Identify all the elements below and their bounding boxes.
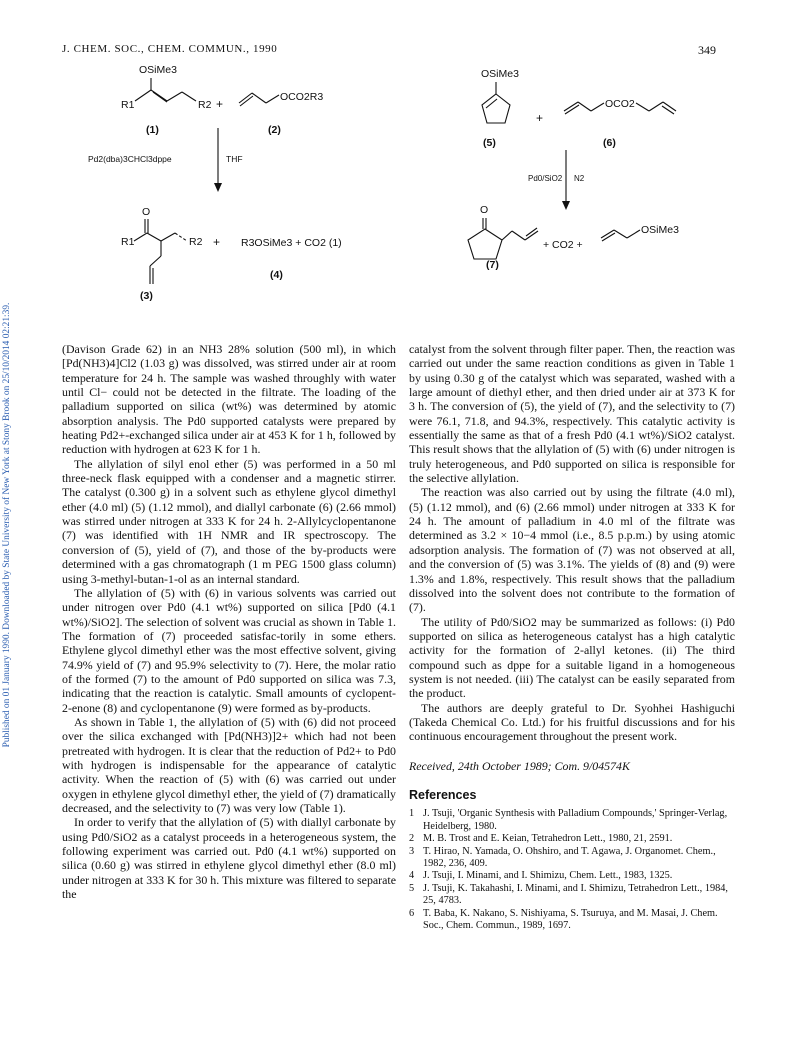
compound-label-5: (5) xyxy=(483,137,496,149)
osime3-label: OSiMe3 xyxy=(481,68,519,80)
paragraph: The utility of Pd0/SiO2 may be summarized as follows: (i) Pd0 supported on silica as heterogeneous catalyst has a high catalytic activity for the formation of 2-allyl ketones. (ii) The third compound such as dppe for a suitable ligand in a homogeneous system is not needed. (iii) The catalyst can be easily separated from the product. xyxy=(409,614,735,701)
atmosphere-label: N2 xyxy=(574,174,585,183)
reagent-label: Pd2(dba)3CHCl3dppe xyxy=(88,154,172,164)
reference-text: J. Tsuji, K. Takahashi, I. Minami, and I. Shimizu, Tetrahedron Lett., 1984, 25, 4783. xyxy=(423,882,728,907)
paragraph: The authors are deeply grateful to Dr. Syohhei Hashiguchi (Takeda Chemical Co. Ltd.) for his fruitful discussions and for his continuous encouragement throughout the present work. xyxy=(409,700,735,744)
ketone-product-3 xyxy=(121,206,203,302)
download-watermark[interactable]: Published on 01 January 1990. Downloaded by State University of New York at Stony Brook on 25/10/2014 02:21:39. xyxy=(2,302,12,748)
paragraph: As shown in Table 1, the allylation of (5) with (6) did not proceed over the silica exchanged with [Pd(NH3)]2+ which had not been pretreated with hydrogen. It is clear that the reduction of Pd2+ to Pd0 with hydrogen is indispensable for the appearance of catalytic activity. When the reaction of (5) with (6) was carried out under oxygen in ethylene glycol dimethyl ether, the yield of (7) dramatically decreased, and the selectivity to (7) was very low (Table 1). xyxy=(62,714,397,815)
body-column-right xyxy=(409,342,735,932)
reference-text: T. Hirao, N. Yamada, O. Ohshiro, and T. Agawa, J. Organomet. Chem., 1982, 236, 409. xyxy=(423,845,716,869)
r2-label: R2 xyxy=(198,99,212,111)
oco2-label: OCO2 xyxy=(605,98,635,110)
carbonyl-o-label: O xyxy=(480,204,489,216)
osime3-label: OSiMe3 xyxy=(641,224,679,236)
r1-label: R1 xyxy=(121,236,135,248)
paragraph: In order to verify that the allylation of (5) with diallyl carbonate by using Pd0/SiO2 as a catalyst proceeds in a heterogeneous system, the following experiment was carried out. Pd0 (4.1 wt%) supported on silica (0.60 g) was stirred in ethylene glycol dimethyl ether (8.0 ml) under nitrogen at 333 K for 30 h. This mixture was filtered to separate the xyxy=(62,815,396,902)
compound-label-1: (1) xyxy=(146,124,159,136)
solvent-label: THF xyxy=(226,154,243,164)
page-number: 349 xyxy=(698,43,716,57)
plus-sign: + xyxy=(213,235,221,249)
plus-sign: + xyxy=(216,97,224,111)
references-heading: References xyxy=(409,787,477,802)
paragraph: The reaction was also carried out by using the filtrate (4.0 ml), (5) (1.12 mmol), and (6) (2.66 mmol) under nitrogen at 333 K for 24 h. The amount of palladium in 4.0 ml of the filtrate was determined as 3.2 × 10−4 mmol (i.e., 8.5 p.p.m.) by using atomic adsorption analysis. The formation of (7) was not observed at all, and the conversion of (5) was 3.1%. The yields of (8) and (9) were 1.3% and 1.8%, respectively. This result shows that the palladium dissolved into the solvent does not contribute to the formation of (7). xyxy=(409,485,735,615)
references-list xyxy=(409,808,735,932)
reference-number: 3 xyxy=(409,845,415,857)
paragraph: The allylation of (5) with (6) in various solvents was carried out under nitrogen over Pd0 (4.1 wt%) supported on silica [Pd0 (4.1 wt%)/SiO2]. The selection of solvent was crucial as shown in Table 1. The formation of (7) proceeded satisfac-torily in some ethers. Ethylene glycol dimethyl ether was the most effective solvent, giving 74.9% yield of (7) and 95.9% selectivity to (7). Here, the molar ratio of the formed (7) to the amount of Pd0 supported on silica was 7.3, indicating that the reaction is catalytic. Small amounts of cyclopent-2-enone (8) and cyclopentanone (9) were formed as by-products. xyxy=(62,585,396,715)
reaction-arrow-right xyxy=(528,150,585,210)
carbonyl-o-label: O xyxy=(142,206,151,218)
byproducts-label: R3OSiMe3 + CO2 (1) xyxy=(241,237,342,249)
allyl-carbonate-2 xyxy=(239,91,323,136)
reference-text: J. Tsuji, 'Organic Synthesis with Palladium Compounds,' Springer-Verlag, Heidelberg, 1980. xyxy=(423,808,728,832)
osime3-label: OSiMe3 xyxy=(139,64,177,76)
reference-number: 4 xyxy=(409,870,415,882)
body-column-left xyxy=(62,342,396,901)
allylcyclopentanone-7 xyxy=(468,204,538,271)
reference-text: J. Tsuji, I. Minami, and I. Shimizu, Chem. Lett., 1983, 1325. xyxy=(423,870,673,882)
reference-item xyxy=(409,808,735,833)
cyclopentenyl-silyl-ether-5 xyxy=(481,68,519,149)
oco2r3-label: OCO2R3 xyxy=(280,91,324,103)
reference-number: 1 xyxy=(409,808,415,820)
diallyl-carbonate-6 xyxy=(564,98,676,149)
paragraph: (Davison Grade 62) in an NH3 28% solution (500 ml), in which [Pd(NH3)4]Cl2 (1.03 g) was dissolved, was stirred under air at room temperature for 24 h. The sample was washed throughly with water until Cl− could not be detected in the filtrate. The loading of the palladium supported on silica (wt%) was determined by atomic absorption analysis. The Pd0 supported catalysts were prepared by heating Pd2+-exchanged silica under air at 453 K for 1 h, followed by reduction with hydrogen at 623 K for 1 h. xyxy=(62,342,396,457)
allyl-silyl-ether-byproduct xyxy=(601,224,679,241)
reference-number: 6 xyxy=(409,907,415,919)
plus-sign: + xyxy=(536,111,544,125)
reference-number: 5 xyxy=(409,882,415,894)
received-date: Received, 24th October 1989; Com. 9/04574K xyxy=(409,758,630,773)
paragraph: The allylation of silyl enol ether (5) was performed in a 50 ml three-neck flask equipped with a condenser and a magnetic stirrer. The catalyst (0.300 g) in a solvent such as ethylene glycol dimethyl ether (4.0 ml) (5) (1.12 mmol), and diallyl carbonate (6) (2.66 mmol) was stirred under nitrogen at 333 K for 24 h. 2-Allylcyclopentanone (7) was identified with 1H NMR and IR spectroscopy. The conversion of (5), yield of (7), and those of the by-products were determined with a gas chromatograph (1 m PEG 1500 glass column) using 3-methyl-butan-1-ol as an internal standard. xyxy=(62,456,396,586)
reference-item xyxy=(409,846,735,871)
reference-item xyxy=(409,908,735,933)
reaction-arrow-left xyxy=(88,128,243,192)
reference-item xyxy=(409,883,735,908)
compound-label-4: (4) xyxy=(270,269,283,281)
paragraph: catalyst from the solvent through filter paper. Then, the reaction was carried out under the same reaction conditions as given in Table 1 by using 0.30 g of the catalyst which was separated, washed with a large amount of diethyl ether, and then dried under air at 373 K for 3 h. The conversion of (5), the yield of (7), and the selectivity to (7) were 76.1, 71.8, and 94.3%, respectively. This catalytic activity is essentially the same as that of a fresh Pd0 (4.1 wt%)/SiO2 catalyst. This result shows that the allylation of (5) with (6) under nitrogen is truly heterogeneous, and Pd0 supported on silica is responsible for the selective allylation. xyxy=(409,342,735,486)
running-header: J. CHEM. SOC., CHEM. COMMUN., 1990 xyxy=(62,43,278,55)
catalyst-label: Pd0/SiO2 xyxy=(528,174,563,183)
reaction-schemes xyxy=(0,0,792,340)
reference-text: T. Baba, K. Nakano, S. Nishiyama, S. Tsuruya, and M. Masai, J. Chem. Soc., Chem. Commun., 1989, 1697. xyxy=(423,907,718,931)
silyl-enol-ether-1 xyxy=(121,64,212,136)
reference-item xyxy=(409,870,735,882)
co2-byproduct-label: + CO2 + xyxy=(543,239,583,251)
reference-item xyxy=(409,833,735,845)
r2-label: R2 xyxy=(189,236,203,248)
compound-label-6: (6) xyxy=(603,137,616,149)
reference-text: M. B. Trost and E. Keian, Tetrahedron Lett., 1980, 21, 2591. xyxy=(423,833,673,845)
reference-number: 2 xyxy=(409,833,415,845)
compound-label-2: (2) xyxy=(268,124,281,136)
compound-label-3: (3) xyxy=(140,290,153,302)
r1-label: R1 xyxy=(121,99,135,111)
compound-label-7: (7) xyxy=(486,259,499,271)
